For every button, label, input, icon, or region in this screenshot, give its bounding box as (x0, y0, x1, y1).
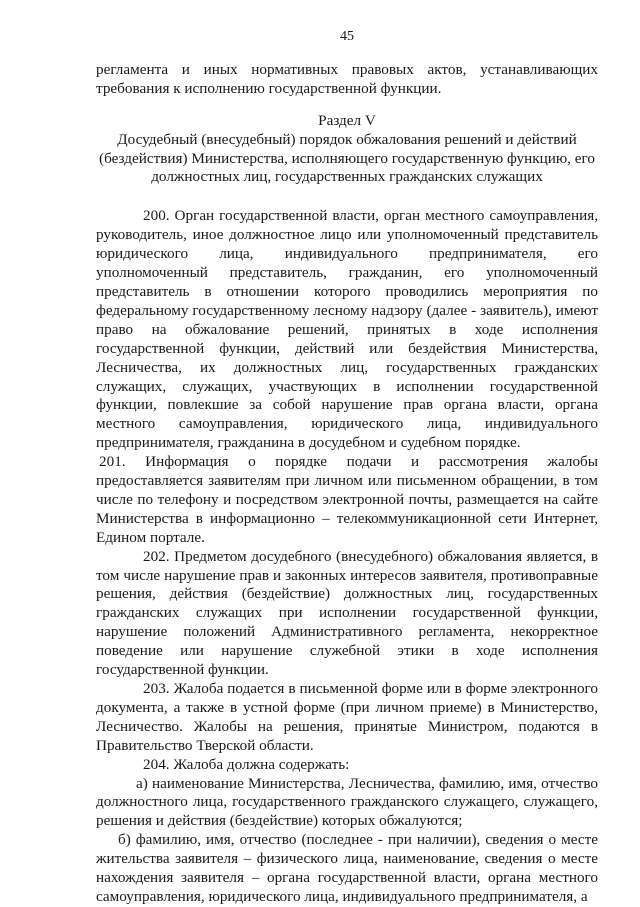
intro-paragraph: регламента и иных нормативных правовых актов, устанавливающих требования к исполнению государственной функции. (96, 60, 598, 97)
paragraph-202: 202. Предметом досудебного (внесудебного) обжалования является, в том числе нарушение прав и законных интересов заявителя, противоправные решения, действия (бездействие) должностных лиц, государственных гражданских служащих при исполнении государственной функции, нарушение положений Административного регламента, некорректное поведение или нарушение служебной этики в ходе исполнения государственной функции. (96, 547, 598, 679)
section-title-line-2: (бездействия) Министерства, исполняющего государственную функцию, его (99, 149, 595, 167)
paragraph-203: 203. Жалоба подается в письменной форме или в форме электронного документа, а также в устной форме (при личном приеме) в Министерство, Лесничество. Жалобы на решения, принятые Министром, подаются в Правительство Тверской области. (96, 680, 598, 754)
section-heading: Раздел V (318, 111, 376, 129)
paragraph-204-b: б) фамилию, имя, отчество (последнее - при наличии), сведения о месте жительства заявителя – физического лица, наименование, сведения о месте нахождения заявителя – органа государственной власти, органа местного самоуправления, юридического лица, индивидуального предпринимателя, а (96, 831, 598, 905)
document-page (96, 28, 598, 907)
page-number: 45 (340, 29, 354, 44)
paragraph-201: 201. Информация о порядке подачи и рассмотрения жалобы предоставляется заявителям при личном или письменном обращении, в том числе по телефону и посредством электронной почты, размещается на сайте Министерства в информационно – телекоммуникационной сети Интернет, Едином портале. (96, 453, 598, 546)
paragraph-200: 200. Орган государственной власти, орган местного самоуправления, руководитель, иное должностное лицо или уполномоченный представитель юридического лица, индивидуального предпринимателя, его уполномоченный представитель, гражданин, его уполномоченный представитель в отношении которого проводились мероприятия по федеральному государственному лесному надзору (далее - заявитель), имеют право на обжалование решений, принятых в ходе исполнения государственной функции, действий или бездействия Министерства, Лесничества, их должностных лиц, государственных гражданских служащих, служащих, участвующих в исполнении государственной функции, повлекшие за собой нарушение прав органа власти, органа местного самоуправления, юридического лица, индивидуального предпринимателя, гражданина в досудебном и судебном порядке. (96, 207, 598, 452)
section-title-line-3: должностных лиц, государственных гражданских служащих (151, 168, 543, 186)
paragraph-204-a: а) наименование Министерства, Лесничества, фамилию, имя, отчество должностного лица, государственного гражданского служащего, служащего, решения и действия (бездействие) которых обжалуются; (96, 774, 598, 830)
paragraph-204: 204. Жалоба должна содержать: (143, 755, 350, 773)
section-title-line-1: Досудебный (внесудебный) порядок обжалования решений и действий (117, 130, 577, 148)
section-header (96, 112, 598, 188)
